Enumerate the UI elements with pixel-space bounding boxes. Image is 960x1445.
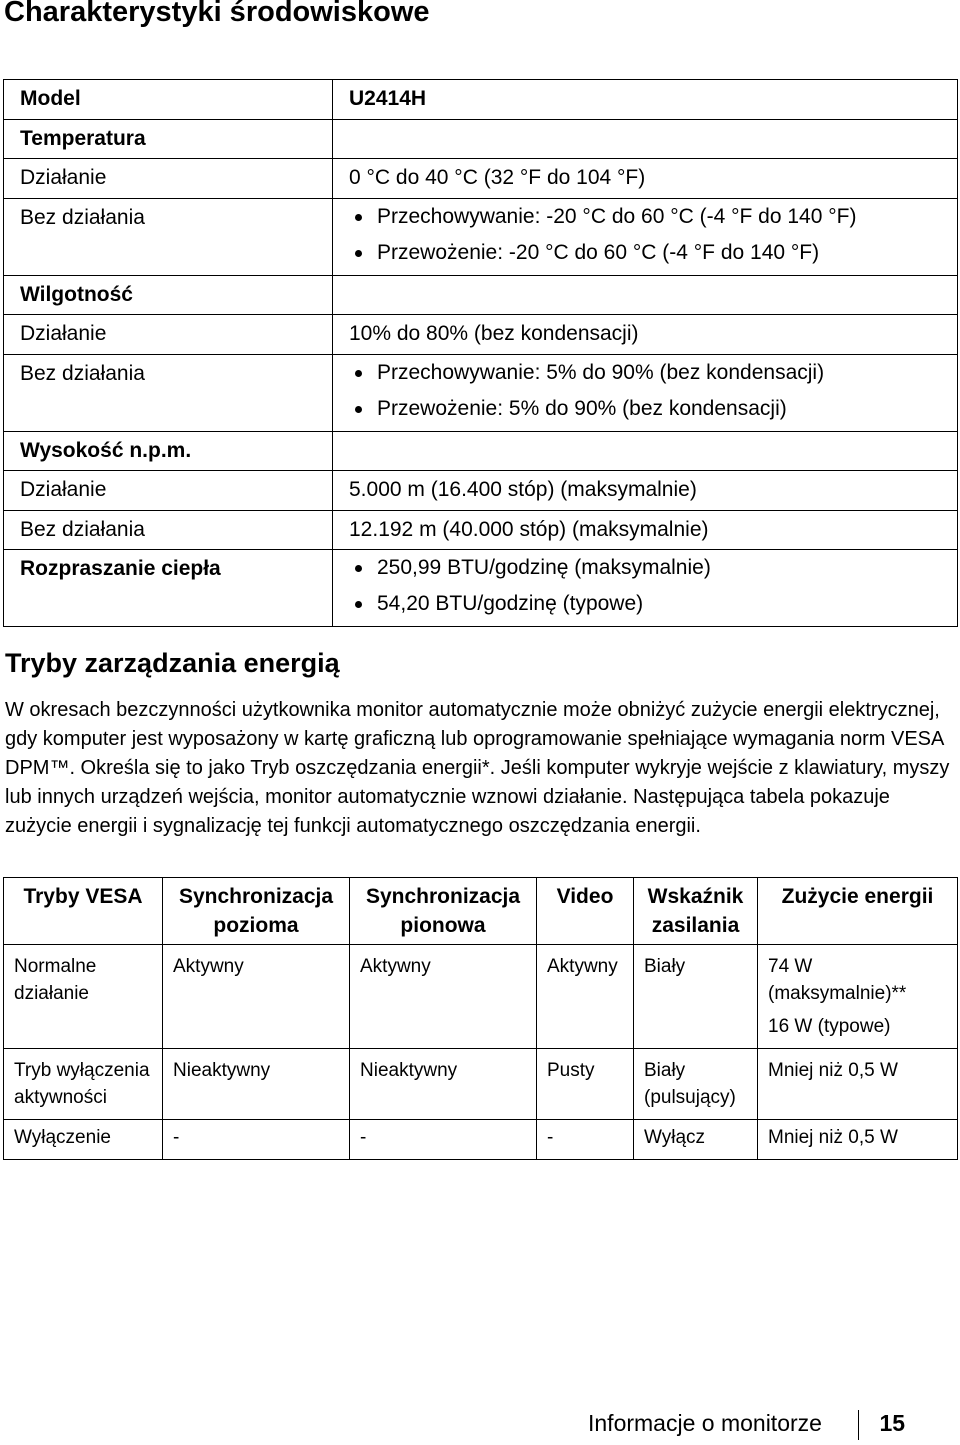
footer-section-title: Informacje o monitorze: [588, 1410, 822, 1437]
table-row: [4, 471, 958, 511]
page-title: Charakterystyki środowiskowe: [4, 0, 430, 28]
table-row: [4, 1049, 958, 1120]
table-row: [4, 945, 958, 1049]
altitude-nonoperating-value: 12.192 m (40.000 stóp) (maksymalnie): [333, 510, 958, 550]
heat-label: Rozpraszanie ciepła: [4, 550, 333, 627]
humidity-label: Wilgotność: [4, 275, 333, 315]
model-value: U2414H: [333, 80, 958, 120]
power-cell: Mniej niż 0,5 W: [758, 1049, 958, 1120]
table-row: [4, 510, 958, 550]
power-max: 74 W (maksymalnie)**: [768, 956, 907, 1004]
altitude-label: Wysokość n.p.m.: [4, 431, 333, 471]
table-row: [4, 550, 958, 627]
page-number: 15: [879, 1410, 906, 1437]
list-item: 54,20 BTU/godzinę (typowe): [349, 586, 945, 622]
list-item: Przewożenie: 5% do 90% (bez kondensacji): [349, 391, 945, 427]
column-header: Zużycie energii: [758, 878, 958, 945]
table-row: [4, 1120, 958, 1160]
temperature-operating-label: Działanie: [4, 159, 333, 199]
table-row: [4, 80, 958, 120]
power-cell: [758, 945, 958, 1049]
power-cell: Mniej niż 0,5 W: [758, 1120, 958, 1160]
hsync-cell: Nieaktywny: [163, 1049, 350, 1120]
led-cell: Biały: [634, 945, 758, 1049]
mode-cell: Wyłączenie: [4, 1120, 163, 1160]
list-item: Przewożenie: -20 °C do 60 °C (-4 °F do 140 °F): [349, 235, 945, 271]
hsync-cell: Aktywny: [163, 945, 350, 1049]
model-label: Model: [4, 80, 333, 120]
temperature-nonoperating-list: [349, 199, 945, 271]
video-cell: -: [537, 1120, 634, 1160]
column-header: Synchronizacja pozioma: [163, 878, 350, 945]
video-cell: Pusty: [537, 1049, 634, 1120]
hsync-cell: -: [163, 1120, 350, 1160]
table-row: [4, 275, 958, 315]
section-paragraph: W okresach bezczynności użytkownika monitor automatycznie może obniżyć zużycie energii elektrycznej, gdy komputer jest wyposażony w kartę graficzną lub oprogramowanie spełniające wymagania norm VESA DPM™. Określa się to jako Tryb oszczędzania energii*. Jeśli komputer wykryje wejście z klawiatury, myszy lub innych urządzeń wejścia, monitor automatycznie wznowi działanie. Następująca tabela pokazuje zużycie energii i sygnalizację tej funkcji automatycznego oszczędzania energii.: [5, 699, 950, 837]
table-row: [4, 159, 958, 199]
altitude-operating-value: 5.000 m (16.400 stóp) (maksymalnie): [333, 471, 958, 511]
vsync-cell: Aktywny: [350, 945, 537, 1049]
mode-cell: Tryb wyłączenia aktywności: [4, 1049, 163, 1120]
humidity-nonoperating-list: [349, 355, 945, 427]
temperature-label: Temperatura: [4, 119, 333, 159]
column-header: Video: [537, 878, 634, 945]
table-row: [4, 119, 958, 159]
list-item: 250,99 BTU/godzinę (maksymalnie): [349, 550, 945, 586]
led-cell: Biały (pulsujący): [634, 1049, 758, 1120]
list-item: Przechowywanie: -20 °C do 60 °C (-4 °F do 140 °F): [349, 199, 945, 235]
column-header: Wskaźnik zasilania: [634, 878, 758, 945]
humidity-nonoperating-label: Bez działania: [4, 354, 333, 431]
list-item: Przechowywanie: 5% do 90% (bez kondensacji): [349, 355, 945, 391]
vsync-cell: Nieaktywny: [350, 1049, 537, 1120]
led-cell: Wyłącz: [634, 1120, 758, 1160]
table-row: [4, 198, 958, 275]
table-row: [4, 354, 958, 431]
humidity-operating-value: 10% do 80% (bez kondensacji): [333, 315, 958, 355]
temperature-nonoperating-label: Bez działania: [4, 198, 333, 275]
temperature-operating-value: 0 °C do 40 °C (32 °F do 104 °F): [333, 159, 958, 199]
table-header-row: [4, 878, 958, 945]
column-header: Synchronizacja pionowa: [350, 878, 537, 945]
vsync-cell: -: [350, 1120, 537, 1160]
environmental-table: [3, 79, 958, 627]
power-modes-table: [3, 877, 958, 1160]
footer-divider: [858, 1410, 860, 1440]
table-row: [4, 431, 958, 471]
altitude-nonoperating-label: Bez działania: [4, 510, 333, 550]
table-row: [4, 315, 958, 355]
column-header: Tryby VESA: [4, 878, 163, 945]
heat-list: [349, 550, 945, 622]
mode-cell: Normalne działanie: [4, 945, 163, 1049]
section-title: Tryby zarządzania energią: [5, 648, 340, 678]
video-cell: Aktywny: [537, 945, 634, 1049]
humidity-operating-label: Działanie: [4, 315, 333, 355]
power-typical: 16 W (typowe): [768, 1016, 891, 1037]
page-footer: [588, 1410, 905, 1440]
altitude-operating-label: Działanie: [4, 471, 333, 511]
